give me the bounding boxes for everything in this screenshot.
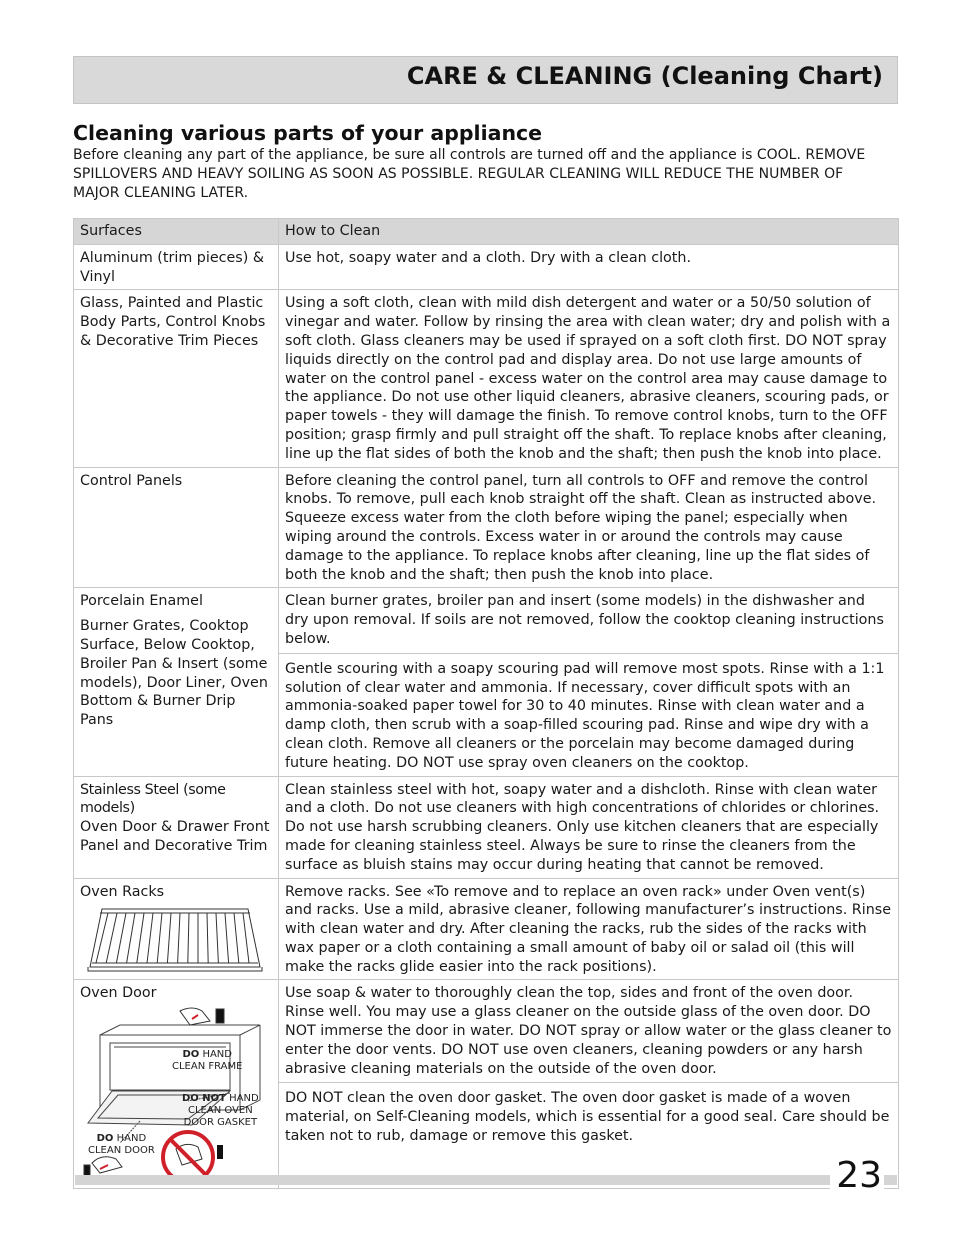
surface-cell bbox=[74, 878, 279, 980]
callout-do-hand-clean-door: DO HAND CLEAN DOOR bbox=[88, 1133, 155, 1157]
header-bar bbox=[73, 56, 898, 104]
header-how-to-clean: How to Clean bbox=[279, 219, 899, 245]
surface-subtitle: Oven Door & Drawer Front Panel and Decorative Trim bbox=[80, 819, 270, 854]
table-row bbox=[74, 878, 899, 980]
table-row bbox=[74, 588, 899, 776]
callout-do-hand-clean-frame: DO HAND CLEAN FRAME bbox=[172, 1049, 243, 1073]
surface-title: Oven Racks bbox=[80, 883, 165, 900]
how-cell bbox=[279, 980, 899, 1189]
oven-rack-illustration bbox=[80, 905, 265, 975]
oven-door-illustration bbox=[80, 1005, 275, 1185]
surface-cell bbox=[74, 980, 279, 1189]
footer-bar bbox=[75, 1175, 897, 1185]
table-row bbox=[74, 467, 899, 588]
how-text-part-a: Use soap & water to thoroughly clean the top, sides and front of the oven door. Rinse well. You may use a glass cleaner on the outside glass of the oven door. DO NOT immerse the door in water. DO NOT spray or allow water or the glass cleaner to enter the door vents. DO NOT use oven cleaners, cleaning powders or any harsh abrasive cleaning materials on the outside of the oven door. bbox=[279, 984, 898, 1083]
surface-subtitle: Burner Grates, Cooktop Surface, Below Cooktop, Broiler Pan & Insert (some models), Door Liner, Oven Bottom & Burner Drip Pans bbox=[80, 618, 268, 729]
table-row bbox=[74, 290, 899, 467]
page-number: 23 bbox=[830, 1155, 884, 1196]
how-text-part-b: DO NOT clean the oven door gasket. The oven door gasket is made of a woven material, on Self-Cleaning models, which is essential for a good seal. Care should be taken not to rub, damage or remove this gasket. bbox=[285, 1090, 890, 1145]
surface-cell bbox=[74, 776, 279, 878]
how-cell: Clean stainless steel with hot, soapy water and a dishcloth. Rinse with clean water and a cloth. Do not use cleaners with high concentrations of chlorides or chlorines. Do not use harsh scrubbing cleaners. Only use kitchen cleaners that are especially made for cleaning stainless steel. Always be sure to rinse the cleaners from the surface as bluish stains may occur during heating that cannot be removed. bbox=[279, 776, 899, 878]
section-title: Cleaning various parts of your appliance bbox=[73, 121, 543, 145]
cleaning-chart-table bbox=[73, 218, 899, 1189]
surface-title: Porcelain Enamel bbox=[80, 593, 203, 610]
how-text-part-a: Clean burner grates, broiler pan and insert (some models) in the dishwasher and dry upon removal. If soils are not removed, follow the cooktop cleaning instructions below. bbox=[279, 592, 898, 653]
intro-paragraph: Before cleaning any part of the appliance, be sure all controls are turned off and the appliance is COOL. REMOVE SPILLOVERS AND HEAVY SOILING AS SOON AS POSSIBLE. REGULAR CLEANING WILL REDUCE THE NUMBER OF MAJOR CLEANING LATER. bbox=[73, 147, 866, 201]
how-cell: Use hot, soapy water and a cloth. Dry with a clean cloth. bbox=[279, 244, 899, 290]
surface-title: Oven Door bbox=[80, 985, 157, 1002]
how-cell: Using a soft cloth, clean with mild dish detergent and water or a 50/50 solution of vinegar and water. Follow by rinsing the area with clean water; dry and polish with a soft cloth. Glass cleaners may be used if sprayed on a soft cloth first. DO NOT spray liquids directly on the control pad and display area. Do not use large amounts of water on the control panel - excess water on the control area may cause damage to the appliance. Do not use other liquid cleaners, abrasive cleaners, scouring pads, or paper towels - they will damage the finish. To remove control knobs, turn to the OFF position; grasp firmly and pull straight off the shaft. To replace knobs after cleaning, line up the flat sides of both the knob and the shaft; then push the knob into place. bbox=[279, 290, 899, 467]
how-text-part-b: Gentle scouring with a soapy scouring pad will remove most spots. Rinse with a 1:1 solution of clear water and ammonia. If necessary, cover difficult spots with an ammonia-soaked paper towel for 30 to 40 minutes. Rinse with clean water and a damp cloth, then scrub with a soap-filled scouring pad. Rinse and wipe dry with a clean cloth. Remove all cleaners or the porcelain may become damaged during future heating. DO NOT use spray oven cleaners on the cooktop. bbox=[285, 660, 885, 771]
table-row bbox=[74, 244, 899, 290]
header-surfaces: Surfaces bbox=[74, 219, 279, 245]
surface-cell: Control Panels bbox=[74, 467, 279, 588]
how-cell: Before cleaning the control panel, turn all controls to OFF and remove the control knobs. To remove, pull each knob straight off the shaft. Clean as instructed above. Squeeze excess water from the cloth before wiping the panel; especially when wiping around the controls. Excess water in or around the controls may cause damage to the appliance. To replace knobs after cleaning, line up the flat sides of both the knob and the shaft; then push the knob into place. bbox=[279, 467, 899, 588]
table-header-row bbox=[74, 219, 899, 245]
how-cell bbox=[279, 588, 899, 776]
table-row bbox=[74, 776, 899, 878]
table-row bbox=[74, 980, 899, 1189]
surface-cell: Glass, Painted and Plastic Body Parts, Control Knobs & Decorative Trim Pieces bbox=[74, 290, 279, 467]
surface-cell bbox=[74, 588, 279, 776]
callout-do-not-hand-clean-gasket: DO NOT HAND CLEAN OVEN DOOR GASKET bbox=[182, 1093, 259, 1129]
surface-cell: Aluminum (trim pieces) & Vinyl bbox=[74, 244, 279, 290]
surface-title: Stainless Steel (some models) bbox=[80, 781, 226, 817]
page-title: CARE & CLEANING (Cleaning Chart) bbox=[406, 62, 883, 90]
hand-icon bbox=[180, 1008, 224, 1025]
how-cell: Remove racks. See «To remove and to replace an oven rack» under Oven vent(s) and racks. Use a mild, abrasive cleaner, following manufacturer’s instructions. Rinse with clean water and dry. After cleaning the racks, rub the sides of the racks with wax paper or a cloth containing a small amount of baby oil or salad oil (this will make the racks glide easier into the rack positions). bbox=[279, 878, 899, 980]
